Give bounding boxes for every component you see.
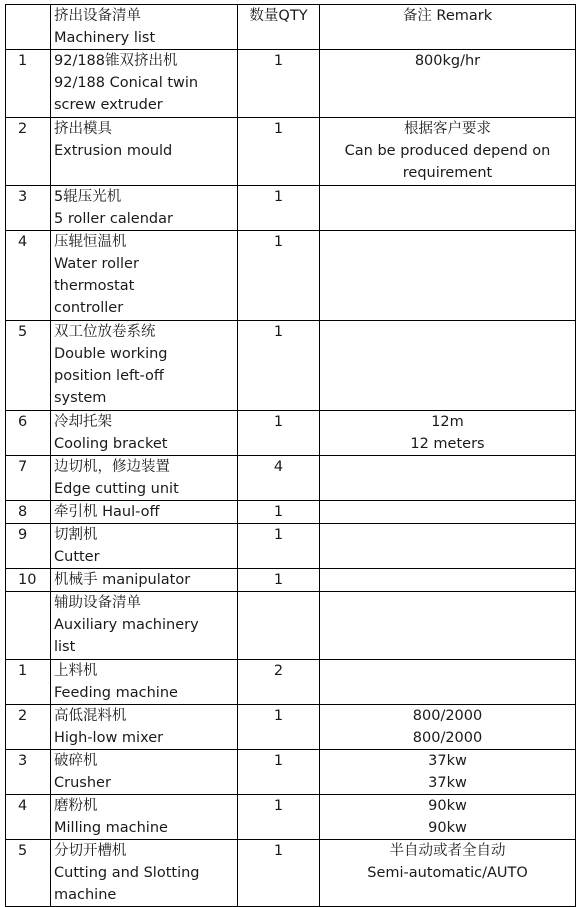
remark-cell	[320, 186, 576, 231]
header-remark-cell	[320, 5, 576, 50]
remark-cell	[320, 840, 576, 907]
quantity-cell: 1	[238, 118, 320, 186]
row-number-cell: 7	[6, 456, 51, 501]
item-name-cell	[51, 501, 238, 524]
quantity-cell: 1	[238, 569, 320, 592]
remark-cell-line: 37kw	[428, 753, 467, 769]
quantity-cell: 4	[238, 456, 320, 501]
item-name-cell	[51, 660, 238, 705]
machinery-list-table	[5, 4, 576, 907]
remark-cell-line: requirement	[402, 165, 493, 181]
item-name-cell-line: thermostat	[54, 278, 135, 294]
table-row	[6, 321, 576, 411]
item-name-cell-line: 92/188 Conical twin	[54, 75, 199, 91]
remark-cell	[320, 524, 576, 569]
item-name-cell-line: controller	[54, 300, 124, 316]
quantity-cell: 2	[238, 660, 320, 705]
table-row	[6, 50, 576, 118]
item-name-cell-line: 破碎机	[54, 753, 98, 769]
row-number-cell: 4	[6, 231, 51, 321]
remark-cell	[320, 456, 576, 501]
remark-cell-line: 800/2000	[412, 708, 483, 724]
item-name-cell-line: machine	[54, 887, 117, 903]
row-number-cell: 10	[6, 569, 51, 592]
item-name-cell-line: 上料机	[54, 663, 98, 679]
table-row	[6, 795, 576, 840]
table-row	[6, 750, 576, 795]
remark-cell-line: 半自动或者全自动	[389, 843, 506, 859]
item-name-cell-line: 辅助设备清单	[54, 595, 141, 611]
table-header-row	[6, 5, 576, 50]
item-name-cell-line: 牵引机 Haul-off	[54, 504, 160, 520]
quantity-cell: 1	[238, 795, 320, 840]
item-name-cell	[51, 795, 238, 840]
item-name-cell-line: Cutter	[54, 549, 100, 565]
row-number-cell: 1	[6, 50, 51, 118]
remark-cell	[320, 569, 576, 592]
remark-cell	[320, 411, 576, 456]
header-name-cell	[51, 5, 238, 50]
remark-cell-line: 800kg/hr	[414, 53, 481, 69]
remark-cell	[320, 592, 576, 660]
remark-cell	[320, 750, 576, 795]
table-row	[6, 186, 576, 231]
remark-cell	[320, 50, 576, 118]
header-no-cell	[6, 5, 51, 50]
item-name-cell	[51, 50, 238, 118]
remark-cell-line: 12m	[431, 414, 464, 430]
quantity-cell: 1	[238, 501, 320, 524]
row-number-cell	[6, 592, 51, 660]
remark-cell	[320, 231, 576, 321]
item-name-cell	[51, 321, 238, 411]
table-row	[6, 524, 576, 569]
header-name-cell-line: 挤出设备清单	[54, 8, 141, 24]
row-number-cell: 5	[6, 840, 51, 907]
remark-cell	[320, 118, 576, 186]
remark-cell-line: 37kw	[428, 775, 467, 791]
item-name-cell-line: Cooling bracket	[54, 436, 168, 452]
item-name-cell-line: 高低混料机	[54, 708, 127, 724]
table-row	[6, 592, 576, 660]
item-name-cell-line: list	[54, 639, 76, 655]
remark-cell-line: 12 meters	[410, 436, 485, 452]
table-row	[6, 840, 576, 907]
quantity-cell: 1	[238, 840, 320, 907]
item-name-cell	[51, 118, 238, 186]
item-name-cell-line: 双工位放卷系统	[54, 324, 156, 340]
quantity-cell: 1	[238, 705, 320, 750]
quantity-cell: 1	[238, 411, 320, 456]
item-name-cell-line: Feeding machine	[54, 685, 178, 701]
row-number-cell: 4	[6, 795, 51, 840]
item-name-cell-line: system	[54, 390, 107, 406]
remark-cell	[320, 795, 576, 840]
row-number-cell: 5	[6, 321, 51, 411]
remark-cell-line: 800/2000	[412, 730, 483, 746]
remark-cell	[320, 660, 576, 705]
header-qty-cell	[238, 5, 320, 50]
item-name-cell-line: High-low mixer	[54, 730, 164, 746]
item-name-cell-line: screw extruder	[54, 97, 163, 113]
quantity-cell: 1	[238, 231, 320, 321]
row-number-cell: 1	[6, 660, 51, 705]
header-remark-cell-line: 备注 Remark	[402, 8, 493, 24]
item-name-cell-line: Double working	[54, 346, 168, 362]
item-name-cell-line: 5辊压光机	[54, 189, 122, 205]
table-row	[6, 660, 576, 705]
quantity-cell: 1	[238, 750, 320, 795]
item-name-cell	[51, 569, 238, 592]
remark-cell-line: Semi-automatic/AUTO	[367, 865, 528, 881]
item-name-cell	[51, 231, 238, 321]
row-number-cell: 2	[6, 118, 51, 186]
item-name-cell-line: position left-off	[54, 368, 164, 384]
table-row	[6, 118, 576, 186]
item-name-cell-line: Edge cutting unit	[54, 481, 179, 497]
quantity-cell: 1	[238, 524, 320, 569]
row-number-cell: 3	[6, 750, 51, 795]
row-number-cell: 3	[6, 186, 51, 231]
remark-cell-line: 90kw	[428, 798, 467, 814]
item-name-cell-line: 压辊恒温机	[54, 234, 127, 250]
remark-cell	[320, 705, 576, 750]
item-name-cell-line: Water roller	[54, 256, 139, 272]
remark-cell	[320, 321, 576, 411]
item-name-cell-line: 机械手 manipulator	[54, 572, 191, 588]
header-name-cell-line: Machinery list	[54, 30, 156, 46]
item-name-cell-line: 分切开槽机	[54, 843, 127, 859]
header-qty-cell-line: 数量QTY	[249, 8, 308, 24]
item-name-cell-line: 磨粉机	[54, 798, 98, 814]
remark-cell-line: 90kw	[428, 820, 467, 836]
table-row	[6, 456, 576, 501]
quantity-cell: 1	[238, 186, 320, 231]
remark-cell-line: Can be produced depend on	[344, 143, 551, 159]
table-row	[6, 569, 576, 592]
remark-cell-line: 根据客户要求	[404, 121, 491, 137]
item-name-cell-line: Crusher	[54, 775, 111, 791]
item-name-cell-line: 5 roller calendar	[54, 211, 173, 227]
item-name-cell-line: Milling machine	[54, 820, 168, 836]
remark-cell	[320, 501, 576, 524]
item-name-cell	[51, 750, 238, 795]
item-name-cell-line: Cutting and Slotting	[54, 865, 200, 881]
quantity-cell: 1	[238, 321, 320, 411]
item-name-cell-line: 边切机，修边装置	[54, 459, 170, 475]
quantity-cell: 1	[238, 50, 320, 118]
item-name-cell	[51, 524, 238, 569]
table-row	[6, 411, 576, 456]
item-name-cell	[51, 456, 238, 501]
item-name-cell	[51, 592, 238, 660]
table-row	[6, 705, 576, 750]
item-name-cell-line: 切割机	[54, 527, 98, 543]
row-number-cell: 6	[6, 411, 51, 456]
item-name-cell-line: 冷却托架	[54, 414, 112, 430]
table-row	[6, 231, 576, 321]
item-name-cell	[51, 705, 238, 750]
item-name-cell	[51, 186, 238, 231]
row-number-cell: 9	[6, 524, 51, 569]
table-row	[6, 501, 576, 524]
row-number-cell: 8	[6, 501, 51, 524]
item-name-cell-line: Extrusion mould	[54, 143, 173, 159]
item-name-cell-line: 92/188锥双挤出机	[54, 53, 178, 69]
row-number-cell: 2	[6, 705, 51, 750]
item-name-cell	[51, 840, 238, 907]
item-name-cell-line: 挤出模具	[54, 121, 112, 137]
item-name-cell	[51, 411, 238, 456]
item-name-cell-line: Auxiliary machinery	[54, 617, 199, 633]
quantity-cell	[238, 592, 320, 660]
